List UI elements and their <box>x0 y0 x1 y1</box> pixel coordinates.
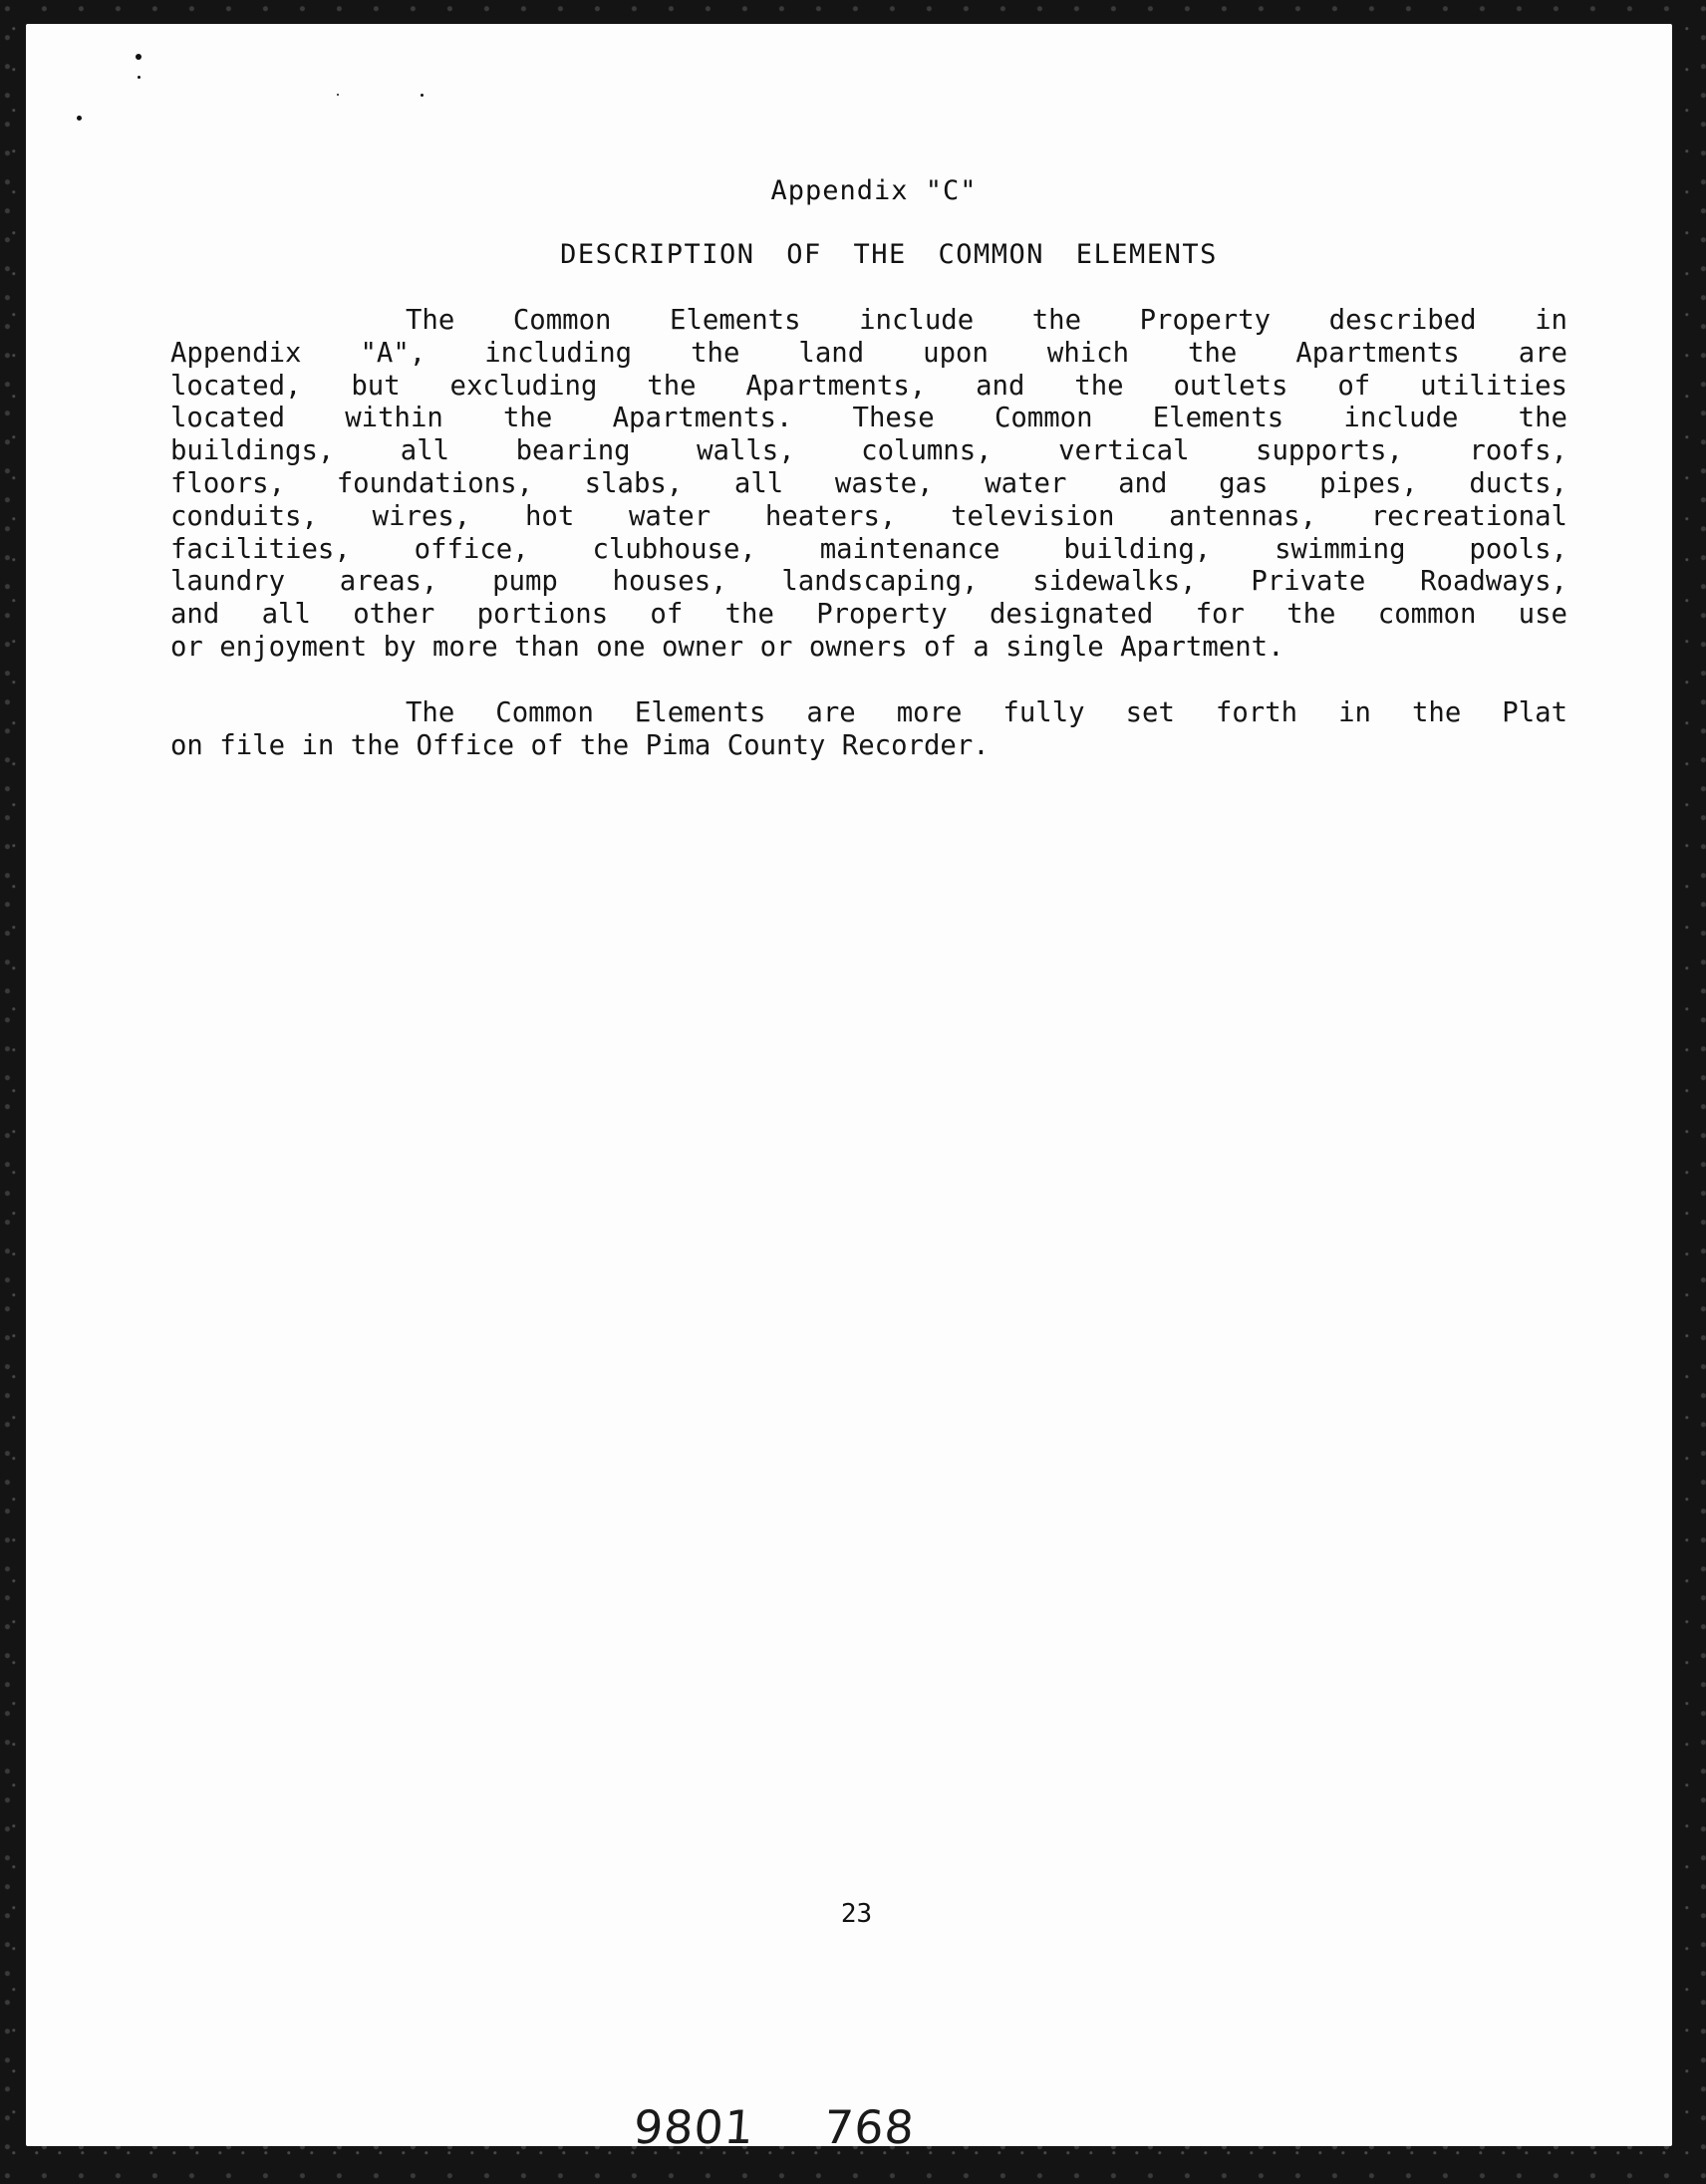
document-page <box>26 24 1672 2154</box>
text-line: or enjoyment by more than one owner or owners of a single Apartment. <box>170 631 1284 663</box>
text-line: on file in the Office of the Pima County Recorder. <box>170 729 990 761</box>
scan-speck <box>138 76 141 79</box>
text-line: and all other portions of the Property designated for the common use <box>170 599 1567 631</box>
scan-speck <box>136 54 142 60</box>
text-line: The Common Elements are more fully set forth in the Plat <box>406 697 1567 728</box>
text-line: The Common Elements include the Property described in <box>406 305 1567 336</box>
text-line: facilities, office, clubhouse, maintenance building, swimming pools, <box>170 533 1567 565</box>
text-line: floors, foundations, slabs, all waste, water and gas pipes, ducts, <box>170 467 1567 499</box>
text-line: laundry areas, pump houses, landscaping, sidewalks, Private Roadways, <box>170 566 1567 598</box>
recorder-stamp <box>632 2100 917 2154</box>
text-line: buildings, all bearing walls, columns, vertical supports, roofs, <box>170 435 1567 467</box>
scan-speck <box>337 94 339 96</box>
stamp-docket: 9801 <box>632 2100 756 2154</box>
scan-speck <box>77 116 82 121</box>
page-number: 23 <box>840 1899 873 1929</box>
text-line: located within the Apartments. These Common Elements include the <box>170 403 1567 434</box>
scan-speck <box>421 94 424 97</box>
paragraph-plat-reference <box>170 697 1567 763</box>
stamp-page: 768 <box>822 2100 917 2154</box>
paragraph-common-elements <box>170 305 1567 665</box>
appendix-title: Appendix "C" <box>770 175 978 206</box>
text-line: Appendix "A", including the land upon which the Apartments are <box>170 337 1567 369</box>
text-line: conduits, wires, hot water heaters, television antennas, recreational <box>170 500 1567 532</box>
text-line: located, but excluding the Apartments, and the outlets of utilities <box>170 370 1567 402</box>
section-subtitle: DESCRIPTION OF THE COMMON ELEMENTS <box>560 239 1218 270</box>
